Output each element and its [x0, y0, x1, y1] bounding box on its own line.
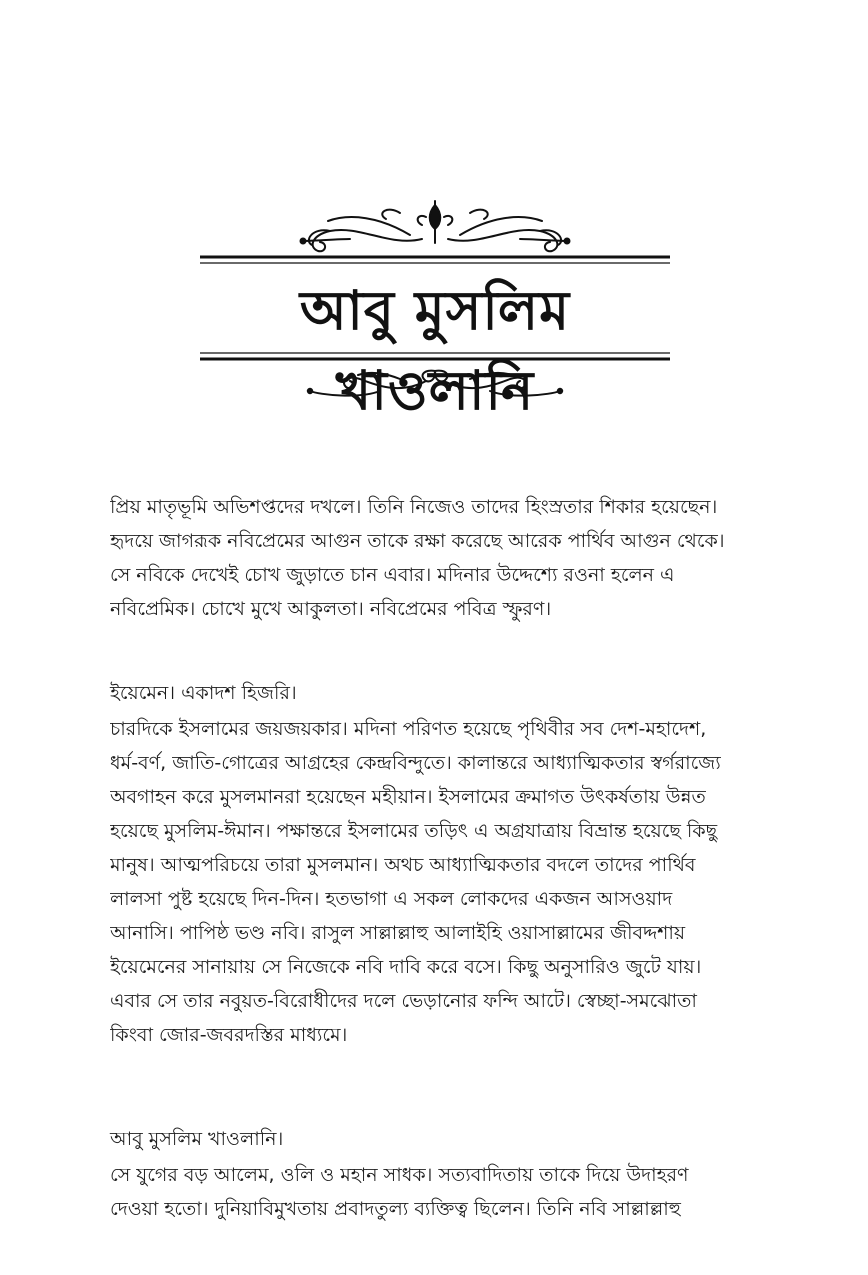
text-line: দেওয়া হতো। দুনিয়াবিমুখতায় প্রবাদতুল্য ব্যক্তিত্ব ছিলেন। তিনি নবি সাল্লাল্লাহু	[110, 1198, 681, 1220]
text-line: এবার সে তার নবুয়ত-বিরোধীদের দলে ভেড়ানোর ফন্দি আটে। স্বেচ্ছা-সমঝোতা	[110, 990, 697, 1012]
text-line: ইয়েমেনের সানায়ায় সে নিজেকে নবি দাবি করে বসে। কিছু অনুসারিও জুটে যায়।	[110, 956, 702, 978]
text-line: কিংবা জোর-জবরদস্তির মাধ্যমে।	[110, 1024, 348, 1046]
text-line: ধর্ম-বর্ণ, জাতি-গোত্রের আগ্রহের কেন্দ্রবিন্দুতে। কালান্তরে আধ্যাত্মিকতার স্বর্গরাজ্যে	[110, 752, 721, 774]
paragraph-1	[110, 490, 760, 626]
text-line: সে যুগের বড় আলেম, ওলি ও মহান সাধক। সত্যবাদিতায় তাকে দিয়ে উদাহরণ	[110, 1164, 689, 1186]
text-line: আনাসি। পাপিষ্ঠ ভণ্ড নবি। রাসুল সাল্লাল্লাহু আলাইহি ওয়াসাল্লামের জীবদ্দশায়	[110, 922, 686, 944]
section-heading-1: ইয়েমেন। একাদশ হিজরি।	[110, 682, 297, 704]
text-line: প্রিয় মাতৃভূমি অভিশপ্তদের দখলে। তিনি নিজেও তাদের হিংস্রতার শিকার হয়েছেন।	[110, 496, 718, 518]
text-line: চারদিকে ইসলামের জয়জয়কার। মদিনা পরিণত হয়েছে পৃথিবীর সব দেশ-মহাদেশ,	[110, 718, 707, 740]
text-line: হৃদয়ে জাগরূক নবিপ্রেমের আগুন তাকে রক্ষা করেছে আরেক পার্থিব আগুন থেকে।	[110, 530, 725, 552]
text-line: লালসা পুষ্ট হয়েছে দিন-দিন। হতভাগা এ সকল লোকদের একজন আসওয়াদ	[110, 888, 673, 910]
paragraph-2	[110, 712, 760, 1052]
text-line: হয়েছে মুসলিম-ঈমান। পক্ষান্তরে ইসলামের তড়িৎ এ অগ্রযাত্রায় বিভ্রান্ত হয়েছে কিছু	[110, 820, 718, 842]
text-line: অবগাহন করে মুসলমানরা হয়েছেন মহীয়ান। ইসলামের ক্রমাগত উৎকর্ষতায় উন্নত	[110, 786, 706, 808]
top-flourish-icon	[301, 201, 570, 251]
paragraph-3	[110, 1158, 760, 1226]
text-line: সে নবিকে দেখেই চোখ জুড়াতে চান এবার। মদিনার উদ্দেশ্যে রওনা হলেন এ	[110, 564, 675, 586]
text-line: নবিপ্রেমিক। চোখে মুখে আকুলতা। নবিপ্রেমের পবিত্র স্ফুরণ।	[110, 598, 552, 620]
section-heading-2: আবু মুসলিম খাওলানি।	[110, 1128, 284, 1150]
chapter-title: আবু মুসলিম খাওলানি	[299, 278, 571, 422]
text-line: মানুষ। আত্মপরিচয়ে তারা মুসলমান। অথচ আধ্যাত্মিকতার বদলে তাদের পার্থিব	[110, 854, 696, 876]
